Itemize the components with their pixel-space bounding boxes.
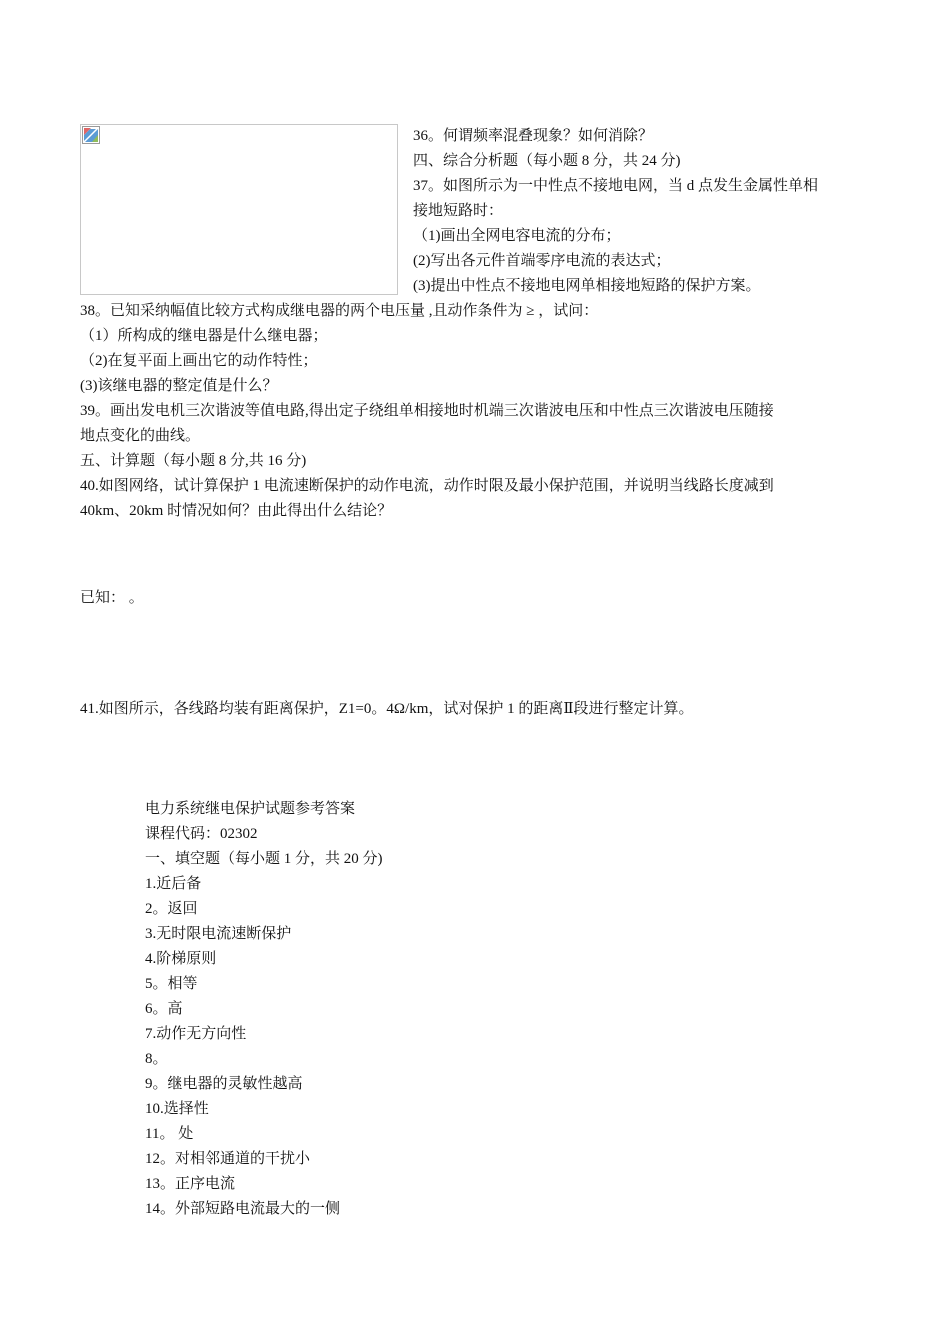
answer-item: 1.近后备 bbox=[145, 876, 202, 892]
answer-item: 6。高 bbox=[145, 1001, 183, 1017]
question-38-item-2: （2)在复平面上画出它的动作特性； bbox=[80, 353, 318, 369]
answer-item: 9。继电器的灵敏性越高 bbox=[145, 1076, 303, 1092]
question-37-item-1: （1)画出全网电容电流的分布； bbox=[413, 228, 621, 244]
question-41: 41.如图所示，各线路均装有距离保护，Z1=0。4Ω/km，试对保护 1 的距离Ⅱ段进行整定计算。 bbox=[80, 701, 694, 717]
answer-key-title: 电力系统继电保护试题参考答案 bbox=[145, 801, 356, 817]
answer-item: 8。 bbox=[145, 1051, 168, 1067]
question-37-line-1: 37。如图所示为一中性点不接地电网，当 d 点发生金属性单相 bbox=[413, 178, 819, 194]
answer-section-1-heading: 一、填空题（每小题 1 分，共 20 分) bbox=[145, 851, 383, 867]
known-values: 已知： 。 bbox=[80, 590, 144, 606]
answer-item: 3.无时限电流速断保护 bbox=[145, 926, 292, 942]
section-5-heading: 五、计算题（每小题 8 分,共 16 分) bbox=[80, 453, 307, 469]
answer-item: 14。外部短路电流最大的一侧 bbox=[145, 1201, 341, 1217]
figure-placeholder bbox=[80, 124, 398, 295]
question-38: 38。已知采纳幅值比较方式构成继电器的两个电压量 ,且动作条件为 ≥ ，试问： bbox=[80, 303, 599, 319]
broken-image-icon bbox=[82, 126, 100, 144]
answer-item: 11。 处 bbox=[145, 1126, 194, 1142]
answer-item: 2。返回 bbox=[145, 901, 198, 917]
question-36: 36。何谓频率混叠现象？如何消除？ bbox=[413, 128, 654, 144]
answer-item: 13。正序电流 bbox=[145, 1176, 236, 1192]
question-38-item-1: （1）所构成的继电器是什么继电器； bbox=[80, 328, 328, 344]
question-40-line-2: 40km、20km 时情况如何？由此得出什么结论？ bbox=[80, 503, 393, 519]
question-37-line-2: 接地短路时： bbox=[413, 203, 504, 219]
question-39-line-1: 39。画出发电机三次谐波等值电路,得出定子绕组单相接地时机端三次谐波电压和中性点三次谐波电压随接 bbox=[80, 403, 774, 419]
course-code: 课程代码：02302 bbox=[145, 826, 258, 842]
answer-item: 4.阶梯原则 bbox=[145, 951, 217, 967]
answer-item: 10.选择性 bbox=[145, 1101, 209, 1117]
question-38-item-3: (3)该继电器的整定值是什么？ bbox=[80, 378, 278, 394]
question-40-line-1: 40.如图网络，试计算保护 1 电流速断保护的动作电流，动作时限及最小保护范围，并说明当线路长度减到 bbox=[80, 478, 774, 494]
answer-item: 12。对相邻通道的干扰小 bbox=[145, 1151, 311, 1167]
question-39-line-2: 地点变化的曲线。 bbox=[80, 428, 201, 444]
answer-item: 7.动作无方向性 bbox=[145, 1026, 247, 1042]
answer-item: 5。相等 bbox=[145, 976, 198, 992]
section-4-heading: 四、综合分析题（每小题 8 分，共 24 分) bbox=[413, 153, 681, 169]
question-37-item-3: (3)提出中性点不接地电网单相接地短路的保护方案。 bbox=[413, 278, 761, 294]
question-37-item-2: (2)写出各元件首端零序电流的表达式； bbox=[413, 253, 671, 269]
